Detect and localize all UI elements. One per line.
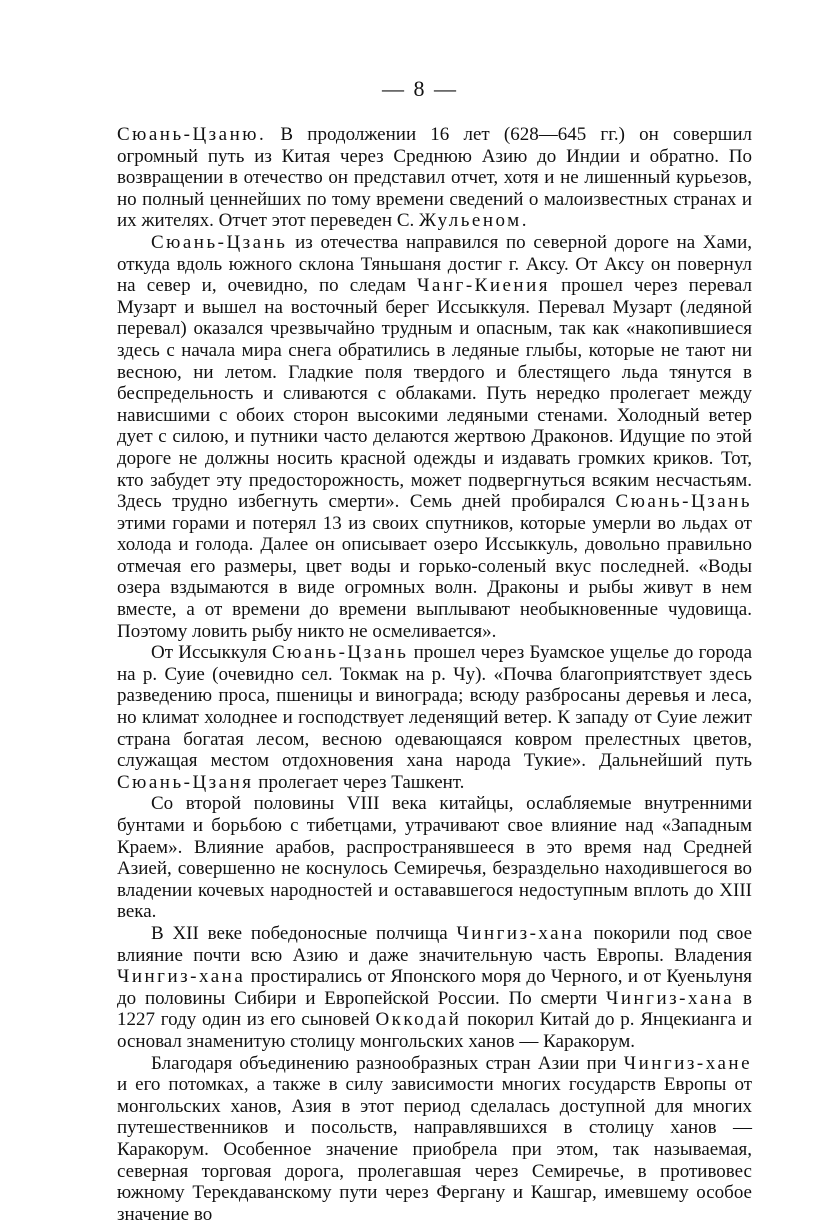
paragraph [117,793,752,923]
spaced-name: Сюань-Цзаня [117,771,254,793]
text-run: и его потомках, а также в силу зависимости многих государств Европы от монгольских ханов, Азия в этот период сделалась доступной для многих путешественников и посольств, направлявшихся в столицу ханов — Каракорум. Особенное значение приобрела при этом, так называемая, северная торговая дорога, пролегавшая через Семиречье, в противовес южному Терекдаванскому пути через Фергану и Кашгар, имевшему особое значение во [117,1074,752,1225]
text-run: покорил Китай до р. Янцекианга и основал знаменитую столицу монгольских ханов — Каракорум. [117,1009,752,1052]
paragraph [117,1053,752,1225]
text-run: прошел через перевал Музарт и вышел на восточный берег Иссыккуля. Перевал Музарт (ледяной перевал) оказался чрезвычайно трудным и опасным, так как «накопившиеся здесь с начала мира снега обратились в ледяные глыбы, которые не тают ни весною, ни летом. Гладкие поля твердого и блестящего льда тянутся в беспредельность и сливаются с облаками. Путь нередко пролегает между нависшими с обоих сторон высокими ледяными стенами. Холодный ветер дует с силою, и путники часто делаются жертвою Драконов. Идущие по этой дороге не должны носить красной одежды и издавать громких криков. Тот, кто забудет эту предосторожность, может подвергнуться всяким несчастьям. Здесь трудно избегнуть смерти». Семь дней пробирался [117,275,752,513]
text-run: из отечества направился по северной дороге на Хами, откуда вдоль южного склона Тяньшаня достиг г. Аксу. От Аксу он повернул на север и, очевидно, по следам [117,231,752,297]
spaced-name: Сюань-Цзань [615,491,752,513]
spaced-name: Жульеном [419,210,522,232]
text-run: пролегает через Ташкент. [253,771,465,793]
text-run: . [521,210,527,232]
text-run: В продолжении 16 лет (628—645 гг.) он совершил огромный путь из Китая через Среднюю Азию до Индии и обратно. По возвращении в отечество он представил отчет, хотя и не лишенный курьезов, но полный ценнейших по тому времени сведений о малоизвестных странах и их жителях. Отчет этот переведен С. [117,124,752,232]
spaced-name: Сюань-Цзань [271,642,409,664]
spaced-name: Сюань-Цзань [151,231,288,253]
text-run: прошел через Буамское ущелье до города на р. Суие (очевидно сел. Токмак на р. Чу). «Почва благоприятствует здесь разведению проса, пшеницы и винограда; всюду разбросаны деревья и леса, но климат холоднее и господствует леденящий ветер. К западу от Суие лежит страна богатая лесом, весною одевающаяся ковром прелестных цветов, служащая местом отдохновения хана народа Тукие». Дальнейший путь [117,642,752,772]
spaced-name: Оккодай [375,1009,462,1031]
text-run: этими горами и потерял 13 из своих спутников, которые умерли во льдах от холода и голода. Далее он описывает озеро Иссыккуль, довольно правильно отмечая его размеры, цвет воды и горько-соленый вкус последней. «Воды озера вздымаются в виде огромных волн. Драконы и рыбы живут в нем вместе, а от времени до времени выплывают необыкновенные чудовища. Поэтому ловить рыбу никто не осмеливается». [117,512,752,642]
spaced-name: Чингиз-хана [605,987,735,1009]
spaced-name: Чингиз-хана [117,966,246,988]
spaced-name: Сюань-Цзаню. [117,124,267,145]
text-run: простирались от Японского моря до Черного, и от Куеньлуня до половины Сибири и Европейской России. По смерти [117,966,752,1009]
spaced-name: Чингиз-хана [456,922,585,944]
text-run: От Иссыккуля [151,642,272,664]
text-run: покорили под свое влияние почти всю Азию и даже значительную часть Европы. Владения [117,922,753,966]
text-run: в 1227 году один из его сыновей [117,987,752,1031]
spaced-name: Чанг-Киения [417,275,550,297]
paragraph [117,124,752,232]
body-text [117,124,752,1225]
spaced-name: Чингиз-хане [623,1052,752,1074]
paragraph [117,232,752,642]
text-run: Благодаря объединению разнообразных стран Азии при [151,1052,624,1074]
page-number: — 8 — [382,76,458,101]
text-run: В XII веке победоносные полчища [151,922,457,944]
paragraph [117,642,752,793]
paragraph [117,923,752,1053]
text-run: Со второй половины VIII века китайцы, ослабляемые внутренними бунтами и борьбою с тибетцами, утрачивают свое влияние над «Западным Краем». Влияние арабов, распространявшееся в это время над Средней Азией, совершенно не коснулось Семиречья, безраздельно находившегося во владении кочевых народностей и остававшегося недоступным вплоть до XIII века. [117,793,752,923]
